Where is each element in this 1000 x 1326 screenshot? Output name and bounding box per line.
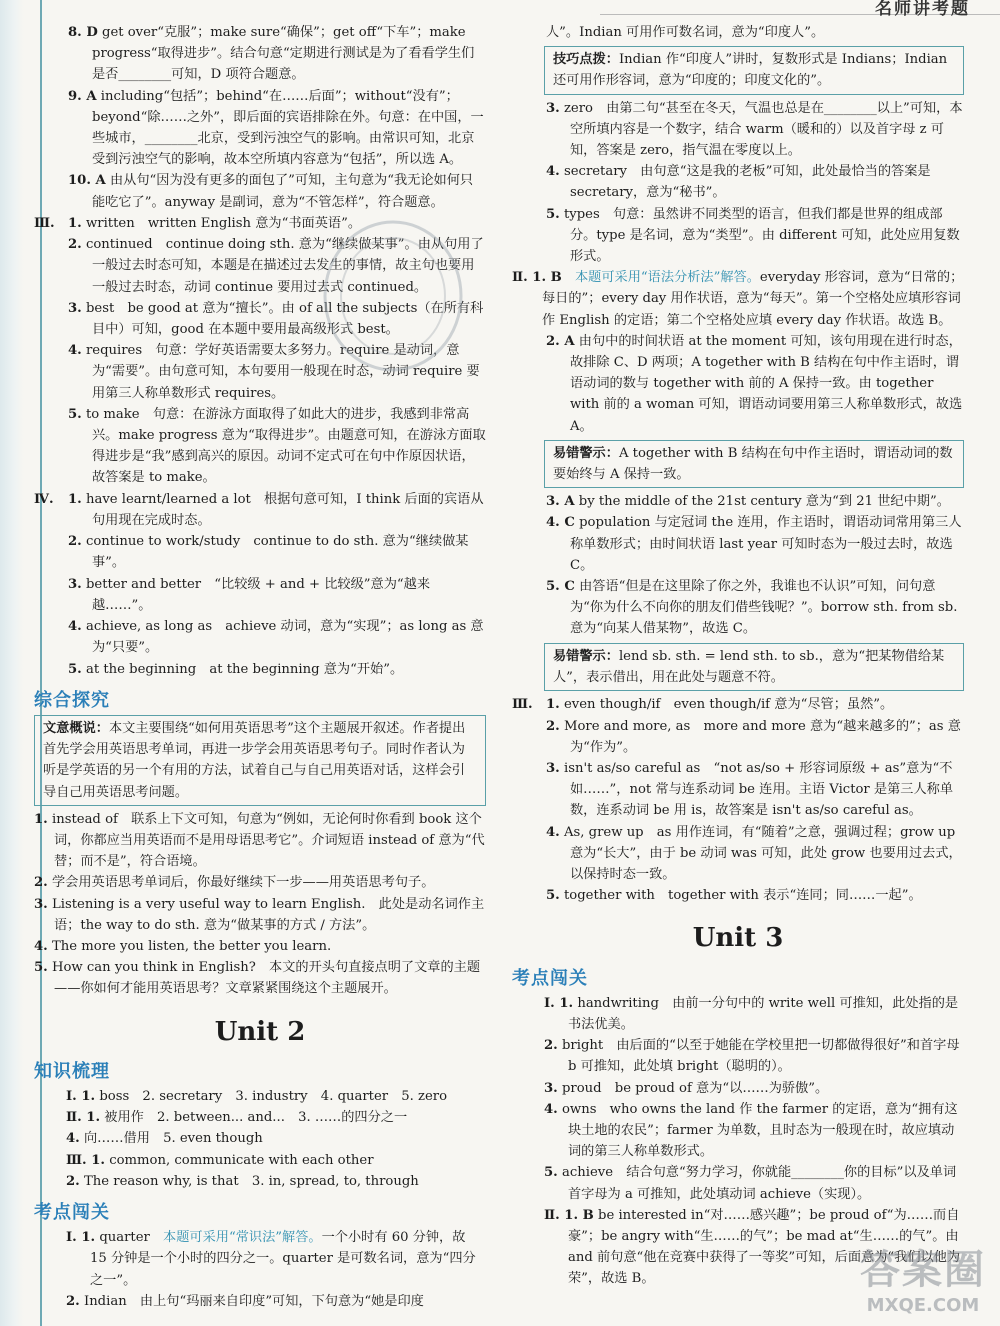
answer-text: continued continue doing sth. 意为“继续做某事”。由从句用了一般过去时态可知，本题是在描述过去发生的事情，故主句也要用一般过去时态，动词 continue 要用过去式 continued。 — [85, 237, 484, 295]
warning-text: A together with B 结构在句中作主语时，谓语动词的数要始终与 A 保持一致。 — [553, 445, 953, 483]
page-edge — [0, 0, 24, 1326]
answer-number: 4. — [34, 938, 48, 954]
answer-text: 由句中的时间状语 at the moment 可知，该句用现在进行时态，故排除 C、D 两项；A together with B 结构在句中作主语时，谓语动词的数与 together with 前的 A 保持一致。由 together with 前的 a woman 可知，谓语动词要用第三人称单数形式，故选 A。 — [570, 333, 963, 434]
answer-item — [512, 204, 964, 268]
answer-text: The reason why, is that 3. in, spread, to, through — [83, 1173, 419, 1189]
answer-number: 5. — [546, 206, 560, 222]
watermark-sub: MXQE.COM — [866, 1295, 980, 1316]
answer-number: 4. — [68, 343, 82, 359]
answer-number: 9. A — [68, 88, 97, 104]
section-title-kdcg-left: 考点闯关 — [34, 1201, 110, 1223]
answer-text: get over“克服”；make sure“确保”；get off“下车”；make progress“取得进步”。结合句意“定期进行测试是为了看看学生们是否________可知，D 项符合题意。 — [92, 25, 475, 83]
answer-text: 由答语“但是在这里除了你之外，我谁也不认识”可知，问句意为“你为什么不向你的朋友们借些钱呢？”。borrow sth. from sb. 意为“向某人借某物”，故选 C。 — [570, 579, 958, 637]
answer-text: zero 由第二句“甚至在冬天，气温也总是在________以上”可知，本空所填内容是一个数字，结合 warm（暖和的）以及首字母 z 可知，答案是 zero，指气温在零度以上。 — [563, 100, 963, 159]
answer-text: bright 由后面的“以至于她能在学校里把一切都做得很好”和首字母 b 可推知，此处填 bright（聪明的）。 — [561, 1038, 960, 1075]
answer-number: 4. — [546, 824, 560, 840]
answer-item — [34, 489, 486, 531]
site-watermark — [860, 1238, 986, 1316]
answer-number: 3. A — [546, 494, 575, 510]
answer-number: 4. C — [546, 515, 575, 531]
unit2-title: Unit 2 — [214, 1016, 306, 1047]
answer-text: As, grew up as 用作连词，有“随着”之意，强调过程；grow up 意为“长大”，由于 be 动词 was 可知，此处 grow 也要用过去式，以保持时态一致。 — [563, 824, 962, 882]
answer-number: 1. — [68, 491, 82, 507]
answer-text: achieve, as long as achieve 动词，意为“实现”；as long as 意为“只要”。 — [85, 619, 484, 656]
answer-number: 3. — [68, 576, 82, 592]
right-section-iii-heading: Ⅲ. — [512, 697, 533, 713]
watermark-text: 答案圈 — [860, 1247, 986, 1293]
answer-item — [512, 161, 964, 203]
answer-item — [34, 1291, 486, 1312]
answer-item — [34, 574, 486, 616]
answer-item — [512, 1099, 964, 1163]
answer-text: The more you listen, the better you learn. — [51, 938, 332, 954]
section-iii-heading: Ⅲ. — [34, 215, 55, 231]
answer-item — [512, 885, 964, 906]
answer-number: Ⅰ. 1. — [66, 1088, 96, 1104]
answer-item — [34, 1086, 486, 1107]
answer-item — [512, 512, 964, 576]
answer-item — [512, 1162, 964, 1204]
answer-item — [512, 1035, 964, 1077]
answer-text: requires 句意：学好英语需要太多努力。require 是动词，意为“需要”。由句意可知，本句要用一般现在时态，动词 require 要用第三人称单数形式 requires。 — [85, 343, 480, 401]
answer-item — [512, 822, 964, 886]
answer-text: 向……借用 5. even though — [83, 1131, 263, 1147]
answer-text: isn't as/so careful as “not as/so + 形容词原级 + as”意为“不如……”，not 常与连系动词 be 连用。主语 Victor 是第三人称单数，连系动词 be 用 is，故答案是 isn't as/so careful as。 — [563, 760, 954, 819]
answer-text: types 句意：虽然讲不同类型的语言，但我们都是世界的组成部分。type 是名词，意为“类型”。由 different 可知，此处应用复数形式。 — [563, 206, 960, 265]
answer-number: Ⅰ. 1. — [544, 995, 574, 1011]
answer-number: 1. — [68, 216, 82, 232]
answer-text: 由从句“因为没有更多的面包了”可知，主句意为“我无论如何只能吃它了”。anyway 是副词，意为“不管怎样”，符合题意。 — [92, 173, 474, 210]
answer-number: 10. A — [68, 173, 106, 189]
answer-number: 2. — [66, 1173, 80, 1189]
answer-number: 2. A — [546, 333, 575, 349]
answer-number: 5. — [546, 888, 560, 904]
answer-item — [34, 86, 486, 171]
watermark-stamp — [318, 216, 468, 376]
section-iv-heading: Ⅳ. — [34, 491, 54, 507]
warning-label: 易错警示： — [553, 445, 619, 461]
answer-number: 3. — [544, 1080, 558, 1096]
answer-number: 4. — [66, 1131, 80, 1147]
warning-label: 易错警示： — [553, 648, 619, 664]
answer-text: proud be proud of 意为“以……为骄傲”。 — [561, 1080, 829, 1096]
answer-text: Listening is a very useful way to learn English. 此处是动名词作主语；the way to do sth. 意为“做某事的方式 / 方法”。 — [51, 896, 485, 933]
answer-item — [34, 170, 486, 212]
answer-text: achieve 结合句意“努力学习，你就能________你的目标”以及单词首字母为 a 可推知，此处填动词 achieve（实现）。 — [561, 1165, 957, 1202]
answer-number: Ⅱ. 1. B — [544, 1207, 594, 1223]
answer-item — [512, 993, 964, 1035]
continued-text: 人”。Indian 可用作可数名词，意为“印度人”。 — [546, 25, 825, 40]
answer-number: 4. — [544, 1101, 558, 1117]
answer-item — [512, 694, 964, 715]
answer-number: Ⅲ. 1. — [66, 1152, 106, 1168]
warning-text: lend sb. sth. = lend sth. to sb.，意为“把某物借给某人”，表示借出，用在此处与题意不符。 — [553, 648, 945, 685]
answer-text: secretary 由句意“这是我的老板”可知，此处最恰当的答案是 secretary，意为“秘书”。 — [563, 164, 931, 201]
answer-item — [34, 1128, 486, 1149]
summary-text: 本文主要围绕“如何用英语思考”这个主题展开叙述。作者提出首先学会用英语思考单词，再进一步学会用英语思考句子。同时作者认为听是学英语的另一个有用的方法，试着自己与自己用英语对话，这样会引导自己用英语思考问题。 — [43, 720, 466, 800]
answer-text: written written English 意为“书面英语”。 — [85, 216, 362, 232]
answer-item — [34, 1227, 486, 1291]
answer-text: Indian 由上句“玛丽来自印度”可知，下句意为“她是印度 — [83, 1293, 424, 1309]
section-title-zhtj: 综合探究 — [34, 689, 110, 711]
strategy-tip: 本题可采用“语法分析法”解答。 — [575, 270, 760, 286]
answer-item — [34, 936, 486, 957]
answer-item — [512, 716, 964, 758]
tip-box-label: 技巧点拨： — [553, 52, 619, 68]
unit3-title: Unit 3 — [692, 923, 784, 954]
answer-number: 5. — [68, 661, 82, 677]
answer-text: to make 句意：在游泳方面取得了如此大的进步，我感到非常高兴。make progress 意为“取得进步”。由题意可知，在游泳方面取得进步是“我”感到高兴的原因。动词不定式可在句中作原因状语，故答案是 to make。 — [85, 406, 486, 486]
answer-text: by the middle of the 21st century 意为“到 21 世纪中期”。 — [578, 494, 950, 510]
answer-number: 1. — [34, 811, 48, 827]
answer-item — [34, 22, 486, 86]
right-column — [512, 22, 964, 1290]
answer-text: continue to work/study continue to do sth. 意为“继续做某事”。 — [85, 534, 469, 571]
answer-number: 5. — [544, 1165, 558, 1181]
answer-number: 3. — [34, 896, 48, 912]
answer-number: 2. — [68, 534, 82, 550]
answer-item — [34, 616, 486, 658]
answer-number: 4. — [546, 164, 560, 180]
answer-text: at the beginning at the beginning 意为“开始”。 — [85, 661, 404, 677]
answer-item — [34, 894, 486, 936]
answer-item — [34, 659, 486, 680]
answer-number: 1. — [546, 697, 560, 713]
tip-box-text: Indian 作“印度人”讲时，复数形式是 Indians；Indian 还可用作形容词，意为“印度的；印度文化的”。 — [553, 52, 948, 89]
answer-text: boss 2. secretary 3. industry 4. quarter 5. zero — [99, 1088, 448, 1104]
answer-number: 2. — [66, 1293, 80, 1309]
answer-number: 2. — [68, 237, 82, 253]
answer-number: Ⅱ. 1. — [66, 1110, 101, 1126]
answer-item — [512, 98, 964, 162]
page-header-title: 名师讲考题 — [875, 0, 970, 19]
answer-item — [34, 531, 486, 573]
answer-number: 8. D — [68, 25, 98, 40]
answer-text: best be good at 意为“擅长”。由 of all the subjects（在所有科目中）可知，good 在本题中要用最高级形式 best。 — [85, 300, 484, 338]
answer-text: population 与定冠词 the 连用，作主语时，谓语动词常用第三人称单数形式；由时间状语 last year 可知时态为一般过去时，故选 C。 — [570, 515, 962, 573]
answer-item — [34, 872, 486, 893]
answer-text: How can you think in English? 本文的开头句直接点明了文章的主题——你如何才能用英语思考？文章紧紧围绕这个主题展开。 — [51, 960, 481, 997]
answer-text: common, communicate with each other — [109, 1152, 374, 1168]
answer-item — [512, 758, 964, 822]
answer-text: have learnt/learned a lot 根据句意可知，I think 后面的宾语从句用现在完成时态。 — [85, 491, 484, 529]
answer-text: even though/if even though/if 意为“尽管；虽然”。 — [563, 697, 894, 713]
right-ii-1: Ⅱ. 1. B 本题可采用“语法分析法”解答。everyday 形容词，意为“日常的；每日的”；every day 用作状语，意为“每天”。第一个空格处应填形容词作 English 的定语；第二个空格处应填 every day 作状语。故选 B。 — [512, 270, 964, 328]
answer-text: 被用作 2. between... and... 3. ……的四分之一 — [104, 1110, 408, 1126]
answer-text: together with together with 表示“连同；同……一起”。 — [563, 888, 922, 904]
section-title-zssl: 知识梳理 — [34, 1060, 110, 1082]
answer-text: instead of 联系上下文可知，句意为“例如，无论何时你看到 book 这个词，你都应当用英语而不是用母语思考它”。介词短语 instead of 意为“代替；而不是”，符合语境。 — [51, 811, 485, 870]
answer-item — [512, 331, 964, 437]
answer-text: More and more, as more and more 意为“越来越多的”；as 意为“作为”。 — [563, 718, 961, 755]
answer-item — [512, 1078, 964, 1099]
answer-item — [34, 957, 486, 999]
answer-number: 5. — [34, 960, 48, 976]
summary-box — [34, 715, 486, 806]
answer-item — [34, 1171, 486, 1192]
answer-item — [512, 491, 964, 512]
answer-number: 3. — [546, 760, 560, 776]
answer-text-rest: 一个小时有 60 分钟，故 15 分钟是一个小时的四分之一。quarter 是可数名词，意为“四分之一”。 — [90, 1230, 476, 1288]
answer-number: 2. — [546, 718, 560, 734]
answer-text: 学会用英语思考单词后，你最好继续下一步——用英语思考句子。 — [51, 875, 435, 891]
answer-text: handwriting 由前一分句中的 write well 可推知，此处指的是书法优美。 — [568, 995, 959, 1032]
tip-box — [544, 46, 964, 94]
answer-number: 2. — [544, 1038, 558, 1054]
answer-item — [512, 576, 964, 640]
answer-item — [34, 809, 486, 873]
answer-text: including“包括”；behind“在……后面”；without“没有”；beyond“除……之外”，即后面的宾语排除在外。句意：在中国，一些城市，________北京，受到污浊空气的影响。由常识可知，北京受到污浊空气的影响，故本空所填内容意为“包括”，所以选 A。 — [92, 88, 484, 168]
answer-text: quarter — [99, 1230, 164, 1246]
answer-item — [34, 1150, 486, 1171]
strategy-tip: 本题可采用“常识法”解答。 — [163, 1230, 322, 1246]
answer-text: owns who owns the land 作 the farmer 的定语，意为“拥有这块土地的农民”；farmer 为单数，且时态为一般现在时，故应填动词的第三人称单数形式。 — [561, 1101, 958, 1160]
warning-box-1 — [544, 440, 964, 488]
section-title-kdcg-right: 考点闯关 — [512, 967, 588, 989]
summary-label: 文意概说： — [43, 720, 109, 736]
answer-number: 5. — [68, 406, 82, 422]
answer-number: Ⅰ. 1. — [66, 1230, 96, 1246]
answer-number: 2. — [34, 875, 48, 891]
answer-text: be interested in“对……感兴趣”；be proud of“为……而自豪”；be angry with“生……的气”；be mad at“生……的气”。由 and 前句意“他在竞赛中获得了一等奖”可知，后面意为“我们以他为荣”，故选 B。 — [568, 1207, 961, 1287]
answer-text: better and better “比较级 + and + 比较级”意为“越来越……”。 — [85, 576, 431, 613]
answer-number: 3. — [68, 300, 82, 316]
answer-item — [34, 1107, 486, 1128]
answer-number: 5. C — [546, 579, 575, 595]
answer-number: 3. — [546, 100, 560, 116]
warning-box-2 — [544, 643, 964, 691]
answer-item — [34, 404, 486, 489]
answer-number: 4. — [68, 619, 82, 635]
